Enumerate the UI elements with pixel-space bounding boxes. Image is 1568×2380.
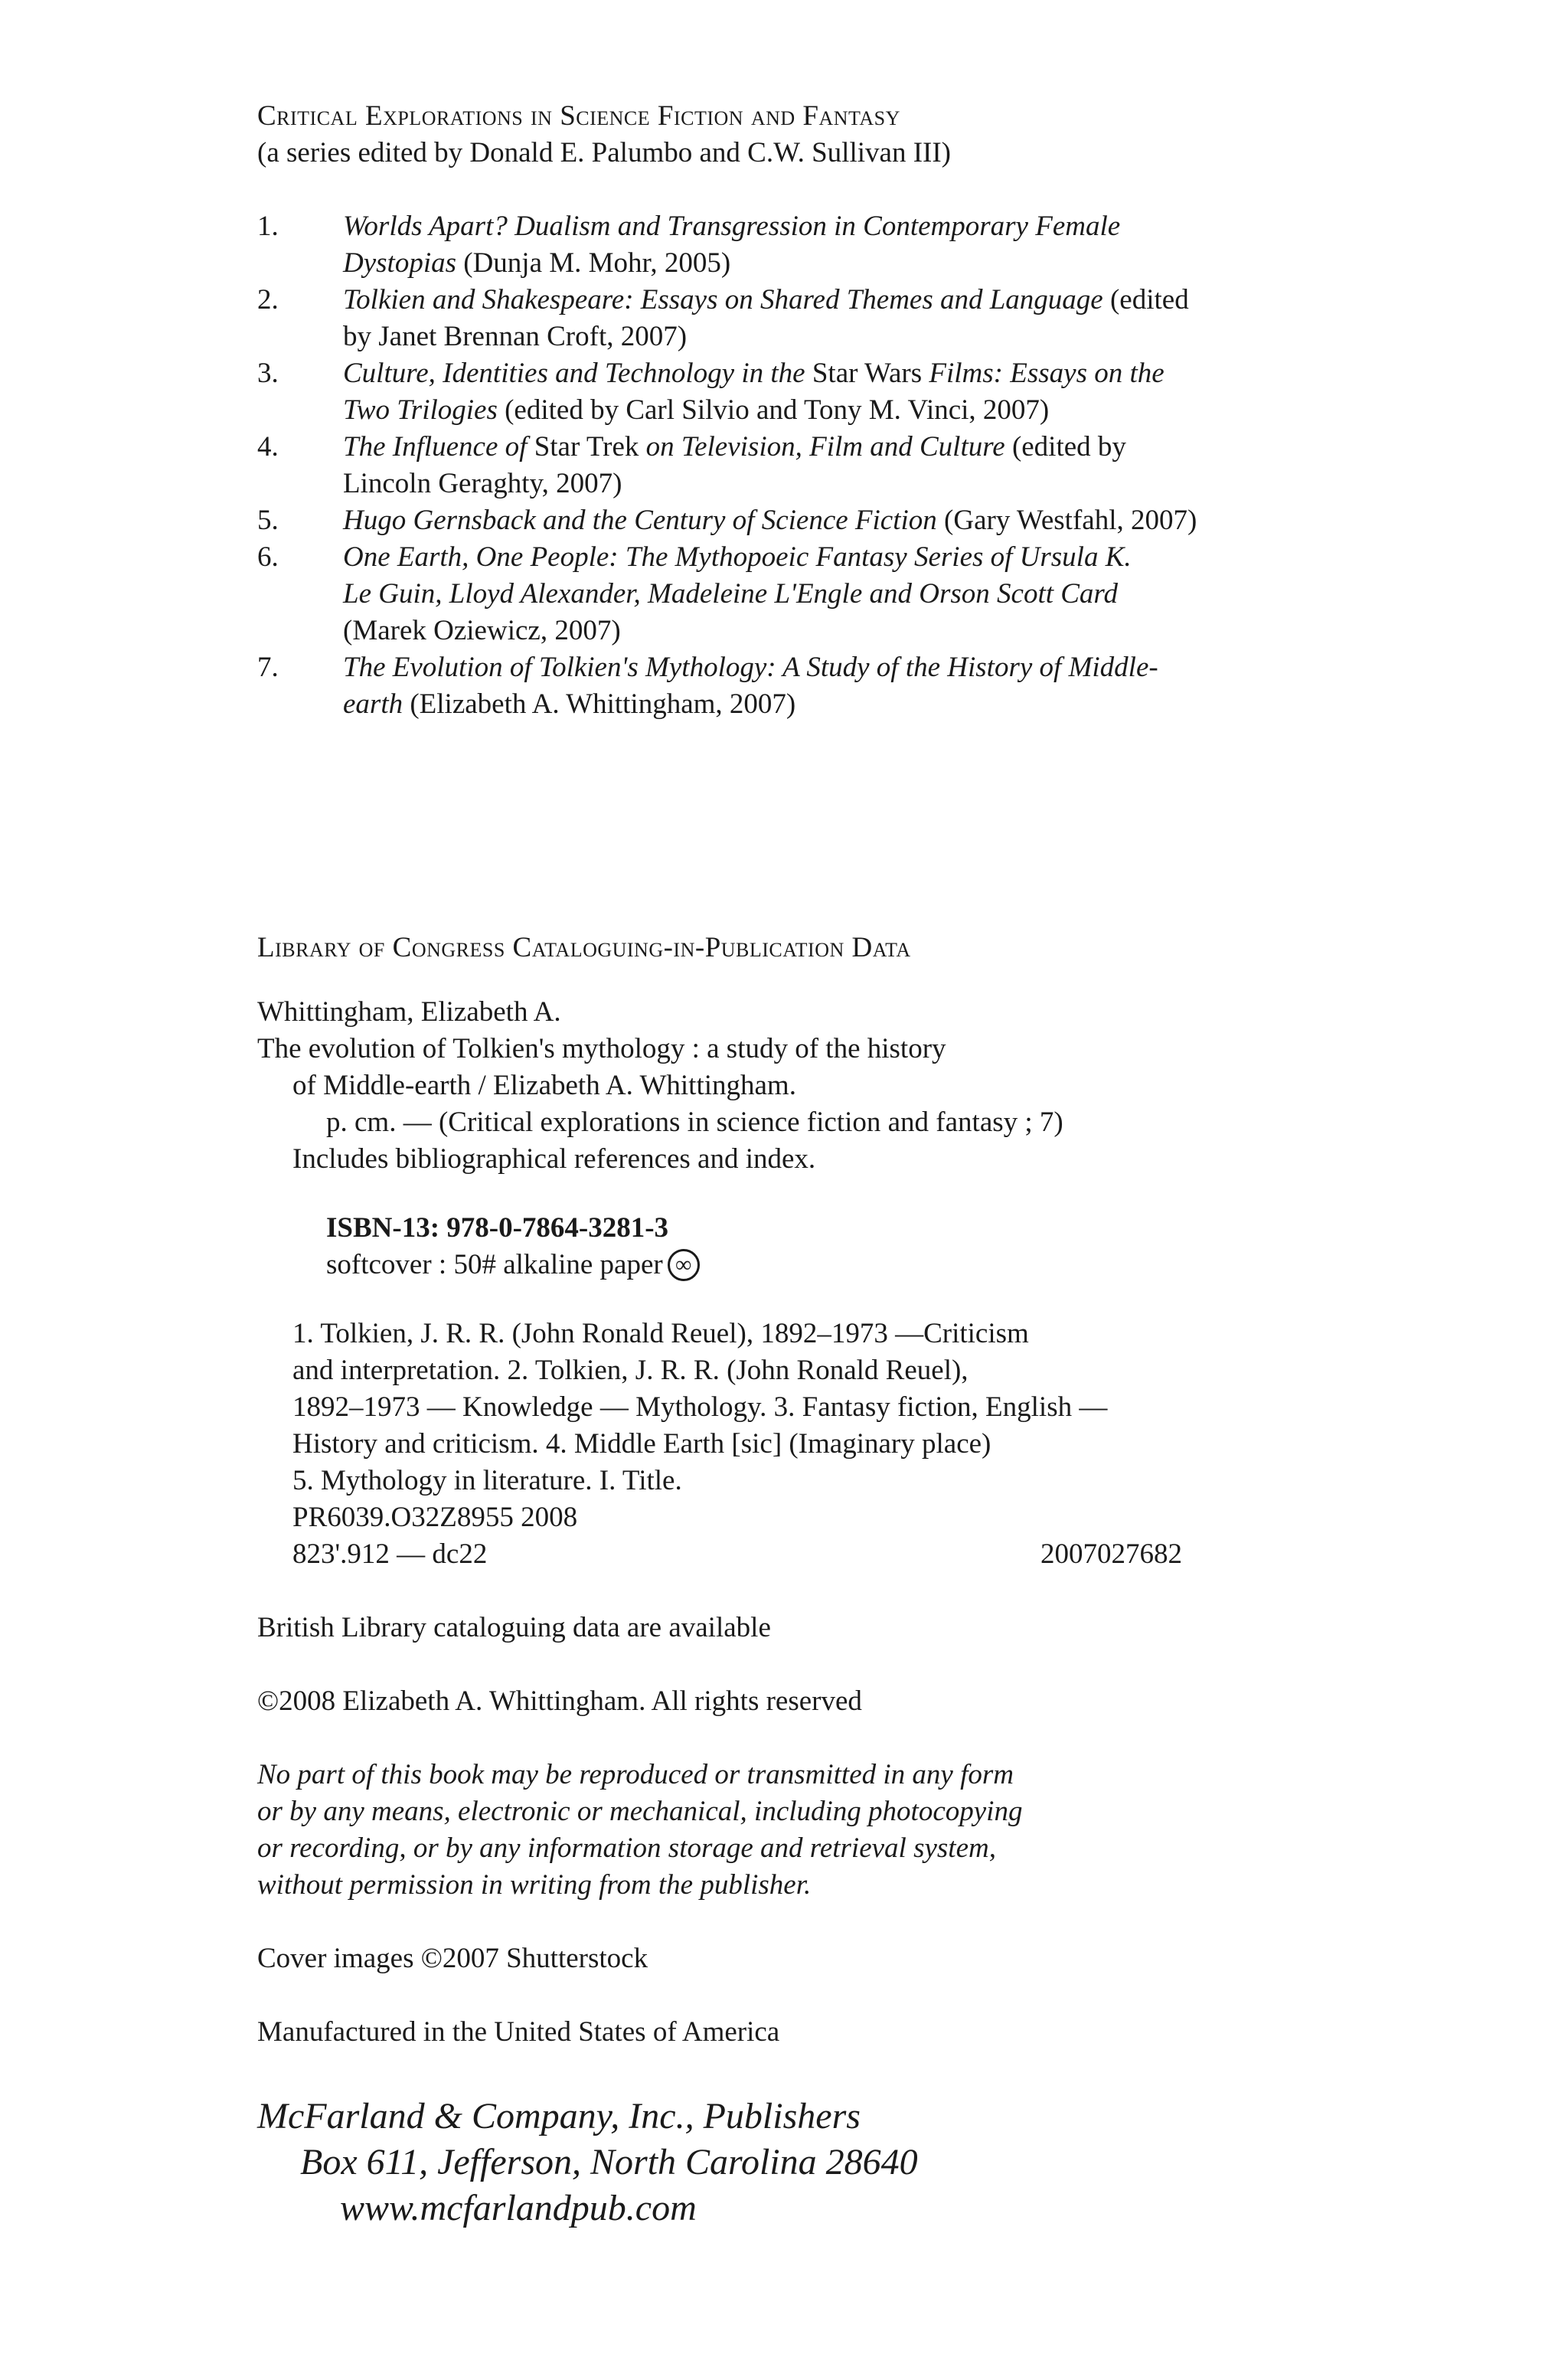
subject-line: 1. Tolkien, J. R. R. (John Ronald Reuel), 1892–1973 —Criticism (292, 1318, 1029, 1349)
series-item-line (343, 282, 1268, 319)
series-item-number: 3. (257, 358, 279, 389)
series-note-text: Star Wars (812, 358, 929, 389)
rights-notice (257, 1757, 1268, 1904)
series-item-line (343, 466, 1268, 502)
british-library-note: British Library cataloguing data are available (257, 1612, 771, 1643)
series-item (257, 502, 1268, 539)
series-item-line (343, 355, 1268, 392)
cip-block (257, 994, 1268, 1573)
series-item-number: 6. (257, 541, 279, 573)
series-item (257, 282, 1268, 355)
series-item (257, 539, 1268, 649)
series-item-line (343, 539, 1268, 576)
series-title-text: Films: Essays on the (929, 358, 1165, 389)
copyright-line: ©2008 Elizabeth A. Whittingham. All rights reserved (257, 1685, 862, 1717)
series-item-line (343, 208, 1268, 245)
series-item-line (343, 502, 1268, 539)
series-title-text: Dystopias (343, 247, 456, 279)
series-note-text: (Elizabeth A. Whittingham, 2007) (403, 688, 796, 720)
series-editors: (a series edited by Donald E. Palumbo and C.W. Sullivan III) (257, 137, 951, 168)
series-title-text: Tolkien and Shakespeare: Essays on Shared Themes and Language (343, 284, 1103, 315)
lccn: 2007027682 (1040, 1538, 1182, 1570)
cip-title-line: The evolution of Tolkien's mythology : a study of the history (257, 1033, 946, 1064)
copyright-page (257, 98, 1268, 2231)
series-note-text: (Gary Westfahl, 2007) (936, 505, 1197, 536)
series-title-text: Culture, Identities and Technology in the (343, 358, 812, 389)
series-note-text: (Dunja M. Mohr, 2005) (456, 247, 731, 279)
series-title-text: Two Trilogies (343, 394, 498, 426)
cip-title-line: of Middle-earth / Elizabeth A. Whittingham. (292, 1070, 796, 1101)
cip-author: Whittingham, Elizabeth A. (257, 996, 561, 1028)
series-item (257, 355, 1268, 429)
series-note-text: Star Trek (534, 431, 646, 463)
subject-line: History and criticism. 4. Middle Earth [sic] (Imaginary place) (292, 1428, 991, 1460)
series-item-line (343, 649, 1268, 686)
series-item-number: 1. (257, 211, 279, 242)
series-item-number: 5. (257, 505, 279, 536)
series-note-text: Lincoln Geraghty, 2007) (343, 468, 622, 499)
series-item-line (343, 245, 1268, 282)
series-note-text: (edited (1102, 284, 1189, 315)
series-item-line (343, 686, 1268, 723)
dewey-number: 823'.912 — dc22 (292, 1538, 488, 1570)
rights-notice-line: or recording, or by any information storage and retrieval system, (257, 1832, 996, 1864)
series-item-line (343, 392, 1268, 429)
subject-line: and interpretation. 2. Tolkien, J. R. R. (John Ronald Reuel), (292, 1355, 969, 1386)
series-title-text: on Television, Film and Culture (645, 431, 1005, 463)
rights-notice-line: without permission in writing from the publisher. (257, 1869, 812, 1901)
publisher-url[interactable]: www.mcfarlandpub.com (340, 2188, 697, 2228)
subject-line: 5. Mythology in literature. I. Title. (292, 1465, 682, 1496)
series-title-text: earth (343, 688, 403, 720)
series-item-number: 7. (257, 652, 279, 683)
manufactured-note: Manufactured in the United States of America (257, 2016, 780, 2048)
series-title-text: Hugo Gernsback and the Century of Science Fiction (343, 505, 937, 536)
subject-lines (292, 1316, 1268, 1499)
series-heading: Critical Explorations in Science Fiction and Fantasy (257, 100, 900, 132)
series-item-line (343, 429, 1268, 466)
series-list (257, 208, 1268, 723)
rights-notice-line: No part of this book may be reproduced or transmitted in any form (257, 1759, 1014, 1790)
series-note-text: (edited by Carl Silvio and Tony M. Vinci, 2007) (497, 394, 1050, 426)
subject-line: 1892–1973 — Knowledge — Mythology. 3. Fantasy fiction, English — (292, 1391, 1108, 1423)
series-title-text: Worlds Apart? Dualism and Transgression in Contemporary Female (343, 211, 1121, 242)
series-item-number: 4. (257, 431, 279, 463)
rights-notice-line: or by any means, electronic or mechanical, including photocopying (257, 1796, 1023, 1827)
cip-heading: Library of Congress Cataloguing-in-Publication Data (257, 932, 911, 963)
series-item (257, 649, 1268, 723)
series-item-number: 2. (257, 284, 279, 315)
series-title-text: The Evolution of Tolkien's Mythology: A Study of the History of Middle- (343, 652, 1158, 683)
publisher-name: McFarland & Company, Inc., Publishers (257, 2096, 861, 2136)
series-item-line (343, 319, 1268, 355)
series-title-text: Le Guin, Lloyd Alexander, Madeleine L'Engle and Orson Scott Card (343, 578, 1118, 610)
publisher-address: Box 611, Jefferson, North Carolina 28640 (300, 2142, 918, 2182)
cip-includes: Includes bibliographical references and index. (292, 1143, 816, 1175)
series-item (257, 208, 1268, 282)
classification-row (292, 1536, 1182, 1573)
paper-text: softcover : 50# alkaline paper (326, 1249, 663, 1280)
series-item-line (343, 576, 1268, 613)
series-item (257, 429, 1268, 502)
series-note-text: (Marek Oziewicz, 2007) (343, 615, 621, 646)
infinity-icon: ∞ (668, 1249, 700, 1281)
isbn: ISBN-13: 978-0-7864-3281-3 (326, 1212, 669, 1244)
cover-credit: Cover images ©2007 Shutterstock (257, 1943, 648, 1974)
series-note-text: by Janet Brennan Croft, 2007) (343, 321, 688, 352)
paper-note (326, 1247, 1268, 1283)
series-title-text: One Earth, One People: The Mythopoeic Fantasy Series of Ursula K. (343, 541, 1132, 573)
series-item-line (343, 613, 1268, 649)
series-title-text: The Influence of (343, 431, 534, 463)
call-number: PR6039.O32Z8955 2008 (292, 1502, 578, 1533)
publisher-block (257, 2094, 1268, 2231)
subject-headings (292, 1316, 1268, 1573)
isbn-block (326, 1210, 1268, 1283)
cip-pcm: p. cm. — (Critical explorations in science fiction and fantasy ; 7) (326, 1107, 1063, 1138)
series-note-text: (edited by (1004, 431, 1126, 463)
